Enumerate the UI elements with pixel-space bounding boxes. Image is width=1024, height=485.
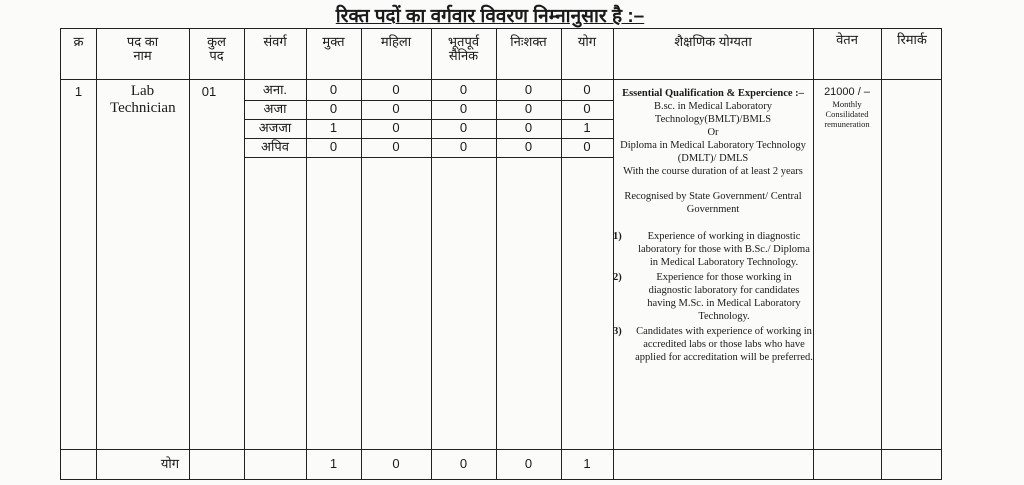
total-value: 0 (524, 456, 533, 471)
qualification-text (613, 87, 813, 364)
category-value: 0 (583, 82, 591, 97)
header-open: मुक्त (322, 34, 345, 49)
category-label: अपिव (261, 139, 289, 154)
header-sno: क्र (73, 34, 84, 49)
vacancy-table (60, 28, 942, 480)
total-value: 0 (459, 456, 468, 471)
category-value: 0 (329, 139, 338, 154)
row-sno: 1 (74, 84, 83, 99)
header-disabled: निःशक्त (510, 34, 547, 49)
category-value: 0 (524, 82, 533, 97)
qualification-line: Or (707, 127, 719, 138)
row-total-posts: 01 (201, 84, 217, 99)
header-ex-servicemen: भूतपूर्व सैनिक (447, 34, 480, 63)
category-label: अजजा (258, 120, 292, 135)
category-value: 1 (329, 120, 338, 135)
experience-item: 2) Experience for those working in diagnostic laboratory for candidates having M.Sc. in Medical Laboratory Technology. (613, 272, 801, 322)
category-value: 0 (459, 139, 468, 154)
total-value: 1 (329, 456, 338, 471)
category-value: 0 (392, 120, 400, 135)
qualification-line: B.sc. in Medical Laboratory Technology(BMLT)/BMLS (653, 101, 773, 125)
qualification-heading: Essential Qualification & Expercience :– (622, 88, 804, 99)
category-value: 0 (583, 139, 591, 154)
header-total: योग (577, 34, 597, 49)
category-value: 0 (329, 82, 338, 97)
row-post-name: Lab Technician (110, 83, 176, 116)
category-value: 0 (392, 101, 400, 116)
category-label: अजा (263, 101, 287, 116)
header-total-posts: कुल पद (207, 34, 226, 63)
category-value: 0 (392, 82, 400, 97)
category-value: 0 (459, 101, 468, 116)
header-post-name: पद का नाम (126, 34, 159, 63)
category-value: 0 (524, 101, 533, 116)
total-value: 1 (583, 456, 591, 471)
category-value: 0 (459, 120, 468, 135)
qualification-line: With the course duration of at least 2 years (623, 166, 803, 177)
salary-value: 21000 / – (824, 86, 870, 98)
category-value: 0 (524, 139, 533, 154)
header-salary: वेतन (836, 32, 858, 47)
category-label: अना. (262, 82, 288, 97)
category-value: 0 (524, 120, 533, 135)
total-label: योग (160, 456, 180, 471)
qualification-line: Diploma in Medical Laboratory Technology (DMLT)/ DMLS (620, 140, 806, 164)
header-category: संवर्ग (263, 34, 287, 49)
salary-note: Monthly Consilidated remuneration (824, 99, 870, 129)
header-women: महिला (380, 34, 412, 49)
category-value: 0 (329, 101, 338, 116)
total-value: 0 (392, 456, 400, 471)
category-value: 0 (392, 139, 400, 154)
category-value: 0 (583, 101, 591, 116)
header-qualification: शैक्षणिक योग्यता (674, 34, 752, 49)
category-value: 0 (459, 82, 468, 97)
experience-item: 3) Candidates with experience of working in accredited labs or those labs who have applied for accreditation will be preferred. (613, 326, 813, 363)
page-title: रिक्त पदों का वर्गवार विवरण निम्नानुसार है :– (335, 6, 645, 27)
category-value: 1 (583, 120, 591, 135)
qualification-line: Recognised by State Government/ Central Government (624, 191, 802, 215)
header-remark: रिमार्क (897, 32, 927, 47)
experience-item: 1) Experience of working in diagnostic laboratory for those with B.Sc./ Diploma in Medical Laboratory Technology. (613, 231, 810, 268)
